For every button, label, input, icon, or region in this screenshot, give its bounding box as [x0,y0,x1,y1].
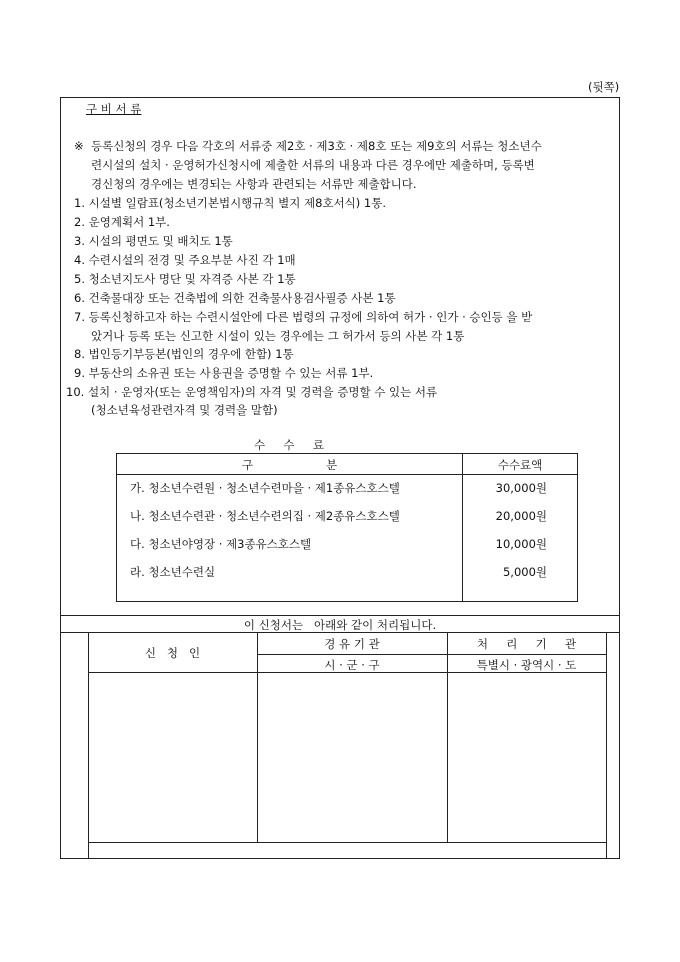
fee-row-category: 나. 청소년수련관 · 청소년수련의집 · 제2종유스호스텔 [130,509,400,523]
fee-row-amount: 30,000원 [495,481,547,495]
via-agency-header: 경 유 기 관 [324,637,380,651]
document-item: 1. 시설별 일람표(청소년기본법시행규칙 별지 제8호서식) 1통. [74,196,387,210]
note-line: 련시설의 설치 · 운영허가신청시에 제출한 서류의 내용과 다른 경우에만 제출하며, 등록변 [91,158,535,172]
fee-col-amount: 수수료액 [497,458,543,472]
document-item: 10. 설치 · 운영자(또는 운영책임자)의 자격 및 경력을 증명할 수 있는 서류 [66,385,438,399]
fee-col-category: 구 분 [241,458,338,472]
document-item: 9. 부동산의 소유권 또는 사용권을 증명할 수 있는 서류 1부. [74,366,374,380]
via-agency-sub: 시 · 군 · 구 [324,658,380,672]
applicant-header: 신 청 인 [144,646,201,660]
fee-row-amount: 10,000원 [495,537,547,551]
fee-row-category: 가. 청소년수련원 · 청소년수련마을 · 제1종유스호스텔 [130,481,400,495]
fee-row-category: 다. 청소년야영장 · 제3종유스호스텔 [130,537,312,551]
fee-table [116,453,578,602]
fee-row-amount: 20,000원 [495,509,547,523]
document-item: 8. 법인등기부등본(법인의 경우에 한함) 1통 [74,347,294,361]
document-item: (청소년육성관련자격 및 경력을 말함) [91,403,278,417]
document-item: 2. 운영계획서 1부. [74,215,170,229]
fee-row-amount: 5,000원 [502,565,547,579]
document-item: 았거나 등록 또는 신고한 시설이 있는 경우에는 그 허가서 등의 사본 각 1통 [91,329,465,343]
document-item: 7. 등록신청하고자 하는 수련시설안에 다른 법령의 규정에 의하여 허가 · 인가 · 승인등 을 받 [74,310,533,324]
document-item: 4. 수련시설의 전경 및 주요부분 사진 각 1매 [74,253,296,267]
section-title: 구 비 서 류 [86,102,142,116]
handling-agency-header: 처 리 기 관 [476,637,577,651]
note-mark: ※ [74,139,84,153]
process-caption: 이 신청서는 아래와 같이 처리됩니다. [243,618,437,632]
divider [60,632,620,633]
page-side-label: (뒷쪽) [588,80,620,94]
divider [60,615,620,616]
document-item: 5. 청소년지도사 명단 및 자격증 사본 각 1통 [74,272,296,286]
fee-row-category: 라. 청소년수련실 [130,565,216,579]
note-line: 경신청의 경우에는 변경되는 사항과 관련되는 서류만 제출합니다. [91,177,417,191]
document-item: 6. 건축물대장 또는 건축법에 의한 건축물사용검사필증 사본 1통 [74,291,396,305]
fee-title: 수 수 료 [254,438,324,452]
note-line: 등록신청의 경우 다음 각호의 서류중 제2호 · 제3호 · 제8호 또는 제9호의 서류는 청소년수 [91,139,542,153]
document-item: 3. 시설의 평면도 및 배치도 1통 [74,234,233,248]
handling-agency-sub: 특별시 · 광역시 · 도 [476,658,577,672]
